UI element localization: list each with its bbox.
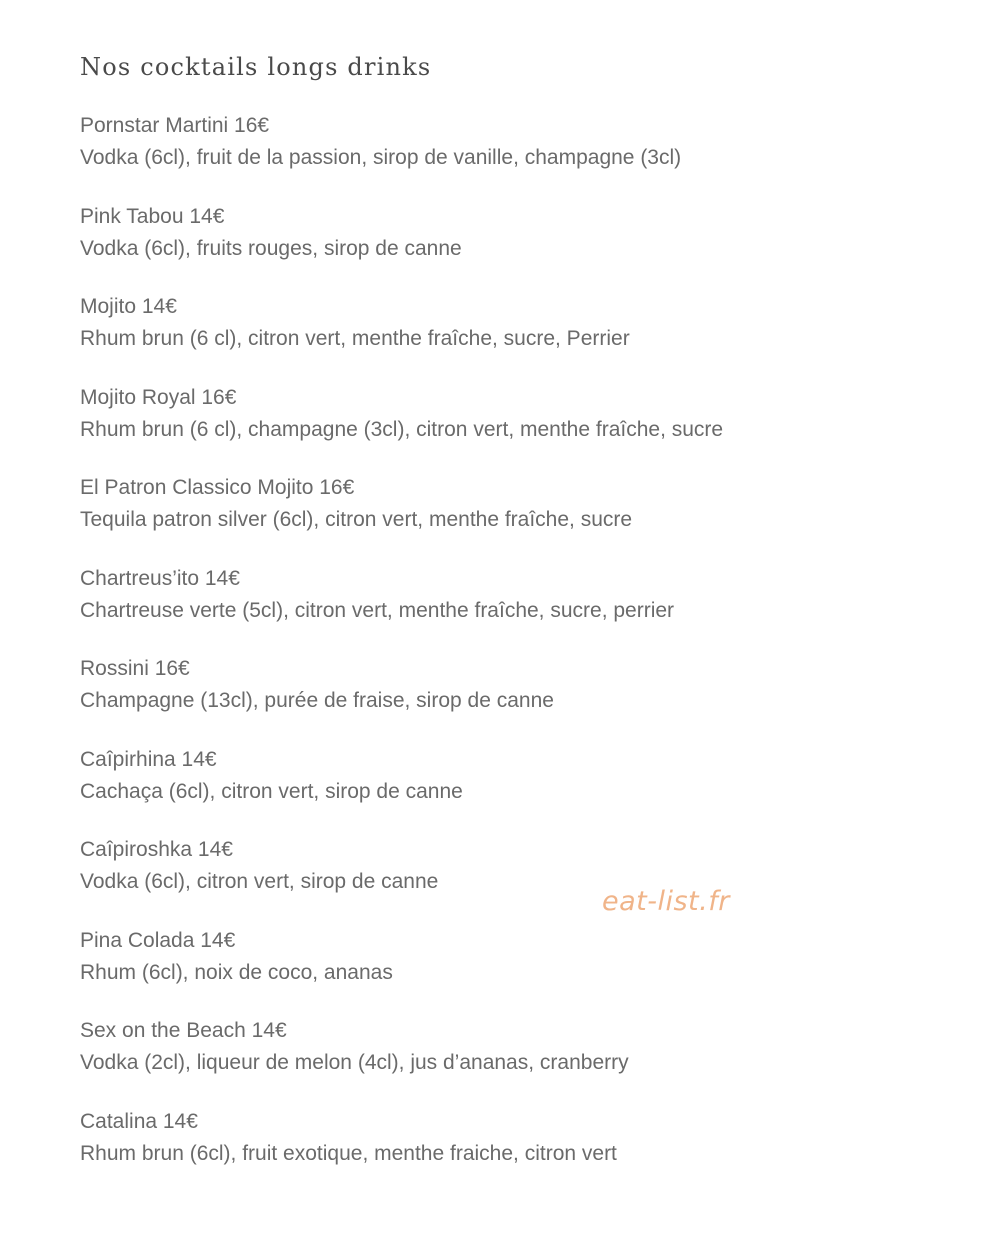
cocktail-description: Vodka (6cl), fruits rouges, sirop de canne [80,236,462,260]
list-item [80,653,723,744]
cocktail-description: Champagne (13cl), purée de fraise, sirop de canne [80,689,554,712]
list-item [80,382,723,473]
watermark: eat-list.fr [602,886,730,917]
cocktail-description: Chartreuse verte (5cl), citron vert, menthe fraîche, sucre, perrier [80,598,675,622]
cocktail-name: Pina Colada 14€ [80,928,236,952]
cocktail-list [80,110,723,1196]
list-item [80,1015,723,1106]
cocktail-name: Caîpirhina 14€ [80,747,217,771]
list-item [80,925,723,1016]
list-item [80,744,723,835]
menu-title: Nos cocktails longs drinks [80,53,432,81]
cocktail-name: Mojito Royal 16€ [80,385,237,409]
cocktail-description: Cachaça (6cl), citron vert, sirop de canne [80,779,463,803]
cocktail-name: Catalina 14€ [80,1109,198,1133]
list-item [80,201,723,292]
cocktail-name: Rossini 16€ [80,657,190,680]
cocktail-description: Rhum brun (6 cl), citron vert, menthe fraîche, sucre, Perrier [80,327,630,350]
list-item [80,563,723,654]
cocktail-description: Rhum (6cl), noix de coco, ananas [80,960,393,984]
list-item [80,1106,723,1197]
cocktail-description: Vodka (6cl), citron vert, sirop de canne [80,870,439,893]
cocktail-name: Pink Tabou 14€ [80,204,225,228]
list-item [80,291,723,382]
cocktail-description: Rhum brun (6cl), fruit exotique, menthe fraiche, citron vert [80,1141,617,1165]
cocktail-name: Caîpiroshka 14€ [80,838,233,861]
cocktail-name: El Patron Classico Mojito 16€ [80,476,355,499]
cocktail-description: Vodka (6cl), fruit de la passion, sirop de vanille, champagne (3cl) [80,146,682,169]
cocktail-name: Mojito 14€ [80,295,177,318]
cocktail-description: Vodka (2cl), liqueur de melon (4cl), jus d’ananas, cranberry [80,1051,629,1074]
list-item [80,110,723,201]
cocktail-description: Tequila patron silver (6cl), citron vert, menthe fraîche, sucre [80,508,633,531]
cocktail-name: Pornstar Martini 16€ [80,114,270,137]
cocktail-description: Rhum brun (6 cl), champagne (3cl), citron vert, menthe fraîche, sucre [80,417,724,441]
cocktail-name: Sex on the Beach 14€ [80,1019,287,1042]
list-item [80,472,723,563]
cocktail-name: Chartreus’ito 14€ [80,566,240,590]
